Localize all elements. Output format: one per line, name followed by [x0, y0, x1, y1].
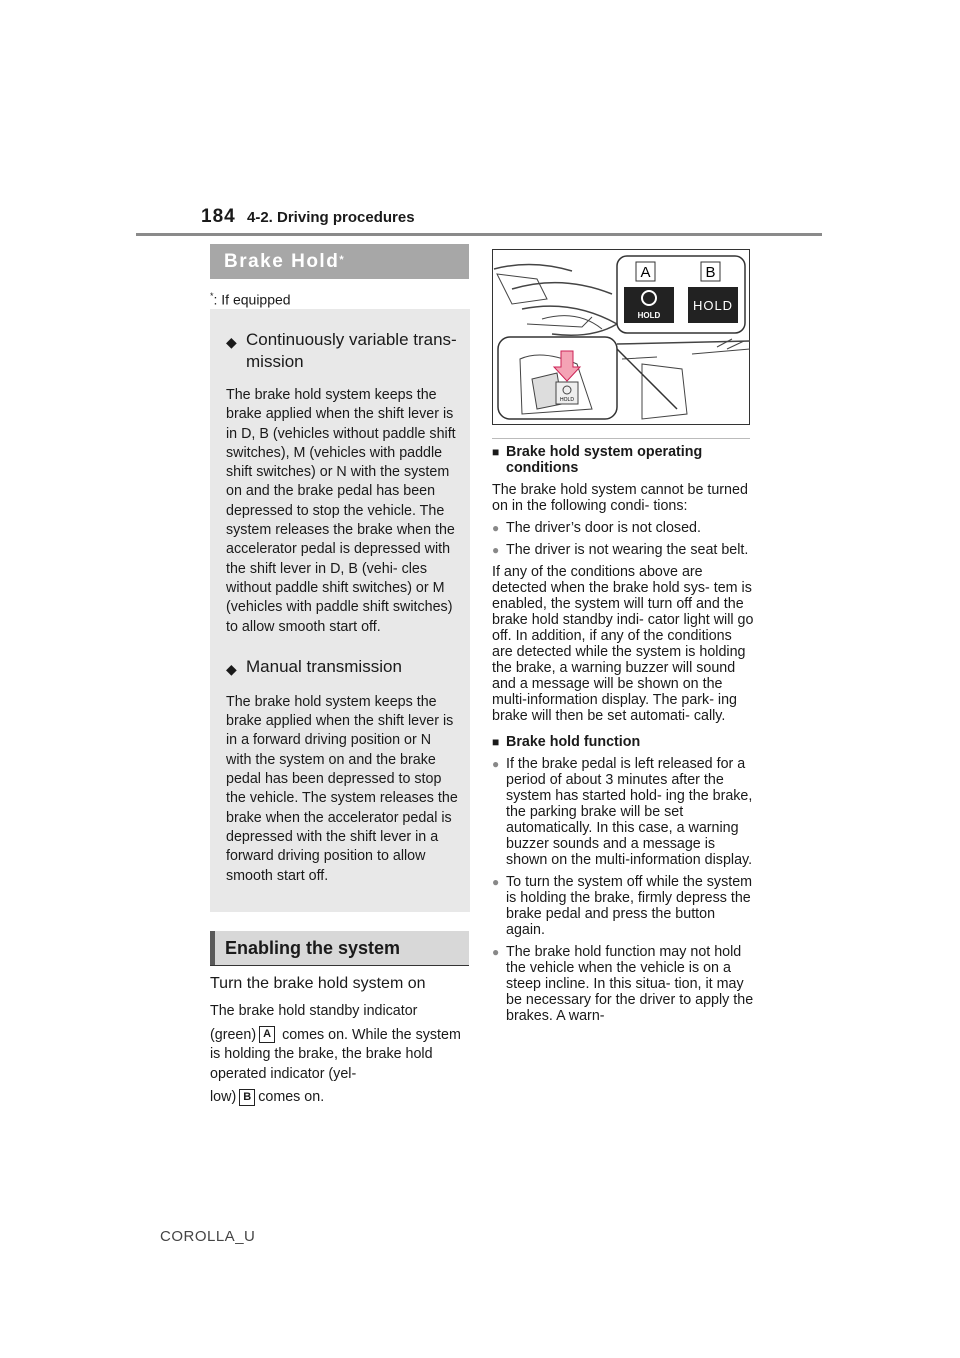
section-title: 4-2. Driving procedures [247, 209, 415, 226]
header-rule [136, 233, 822, 236]
cvt-heading-line2: mission [246, 352, 304, 371]
mt-heading [226, 656, 458, 680]
footnote-text: : If equipped [213, 291, 291, 308]
switch-text: HOLD [560, 397, 574, 403]
list-item [492, 756, 754, 868]
page-number: 184 [201, 206, 236, 227]
key-b-icon: B [239, 1089, 255, 1106]
list-item [492, 520, 754, 536]
list-item [492, 542, 754, 558]
illustration-rule [492, 438, 750, 439]
square-bullet-icon: ■ [492, 735, 500, 749]
circle-bullet-icon: ● [492, 757, 500, 771]
heading-footnote-mark: * [339, 253, 346, 266]
list-item [492, 944, 754, 1024]
enabling-heading: Enabling the system [210, 931, 469, 965]
indicator-b-text: HOLD [692, 298, 734, 313]
brake-hold-heading [210, 244, 469, 279]
diamond-bullet-icon: ◆ [226, 334, 237, 350]
list-item-text: To turn the system off while the system is holding the brake, firmly depress the brake pedal and press the button again. [506, 874, 753, 938]
indicator-continued: comes on. While the system is holding the brake, the brake hold operated indicator (yel- [210, 1026, 461, 1082]
diamond-bullet-icon: ◆ [226, 660, 237, 677]
indicator-description [210, 1002, 472, 1108]
circle-bullet-icon: ● [492, 875, 500, 889]
circle-bullet-icon: ● [492, 945, 500, 959]
mt-body: The brake hold system keeps the brake applied when the shift lever is in a forward driving position or N with the system on and the brake pedal has been depressed to stop the vehicle. The system releases the brake when the accelerator pedal is depressed with the shift lever in a forward driving position to allow smooth start off. [226, 693, 458, 884]
footnote-mark: * [210, 291, 214, 301]
operating-conditions-intro: The brake hold system cannot be turned on in the following condi- tions: [492, 482, 748, 514]
cvt-heading-text [246, 329, 457, 373]
indicator-green-label: (green) [210, 1026, 257, 1043]
info-box [210, 309, 470, 912]
function-heading [492, 734, 754, 750]
brake-hold-illustration [492, 249, 750, 425]
cvt-heading-line1: Continuously variable trans- [246, 330, 457, 349]
function-heading-text: Brake hold function [506, 734, 641, 750]
key-a-icon: A [259, 1026, 275, 1043]
cvt-heading [226, 329, 458, 373]
enabling-underline [210, 965, 469, 966]
square-bullet-icon: ■ [492, 445, 500, 459]
list-item-text: The driver’s door is not closed. [506, 520, 701, 536]
callout-label-a: A [640, 264, 651, 281]
mt-heading-text: Manual transmission [246, 656, 402, 676]
list-item-text: The brake hold function may not hold the vehicle when the vehicle is on a steep incline. In this situa- tion, it may be necessary for the driver to apply the brakes. A warn- [506, 944, 754, 1024]
right-column [492, 444, 754, 1024]
operating-conditions-heading-text: Brake hold system operating conditions [506, 444, 703, 476]
list-item-text: The driver is not wearing the seat belt. [506, 542, 749, 558]
circle-bullet-icon: ● [492, 521, 500, 535]
indicator-line1: The brake hold standby indicator [210, 1003, 418, 1019]
cvt-body: The brake hold system keeps the brake applied when the shift lever is in D, B (vehicles without paddle shift switches), M (vehicles with paddle shift switches) or N with the system on and the brake pedal has been depressed to stop the vehicle. The system releases the brake when the accelerator pedal is depressed with the shift lever in D, B (vehi- cles without paddle shift switches) or M (vehicles with paddle shift switches) to allow smooth start off. [226, 387, 456, 635]
list-item [492, 874, 754, 938]
operating-conditions-after: If any of the conditions above are detected when the brake hold sys- tem is enabled, the system will turn off and the brake hold standby indi- cator light will go off. In addition, if any of the conditions are detected while the system is holding the brake, a warning buzzer will sound and a message will be shown on the multi-information display. The park- ing brake will then be set automati- cally. [492, 564, 754, 724]
footnote [210, 291, 291, 308]
list-item-text: If the brake pedal is left released for a period of about 3 minutes after the system has started hold- ing the brake, the parking brake will be set automatically. In this case, a warning buzzer sounds and a message is shown on the multi-information display. [506, 756, 753, 868]
footer-model: COROLLA_U [160, 1228, 256, 1245]
brake-hold-heading-text: Brake Hold [224, 250, 340, 272]
operating-conditions-heading [492, 444, 754, 476]
indicator-yellow-label: low) [210, 1089, 237, 1105]
callout-label-b: B [705, 264, 716, 281]
circle-bullet-icon: ● [492, 543, 500, 557]
step-turn-on: Turn the brake hold system on [210, 975, 426, 992]
indicator-end: comes on. [258, 1089, 325, 1105]
indicator-a-text: HOLD [637, 311, 661, 320]
